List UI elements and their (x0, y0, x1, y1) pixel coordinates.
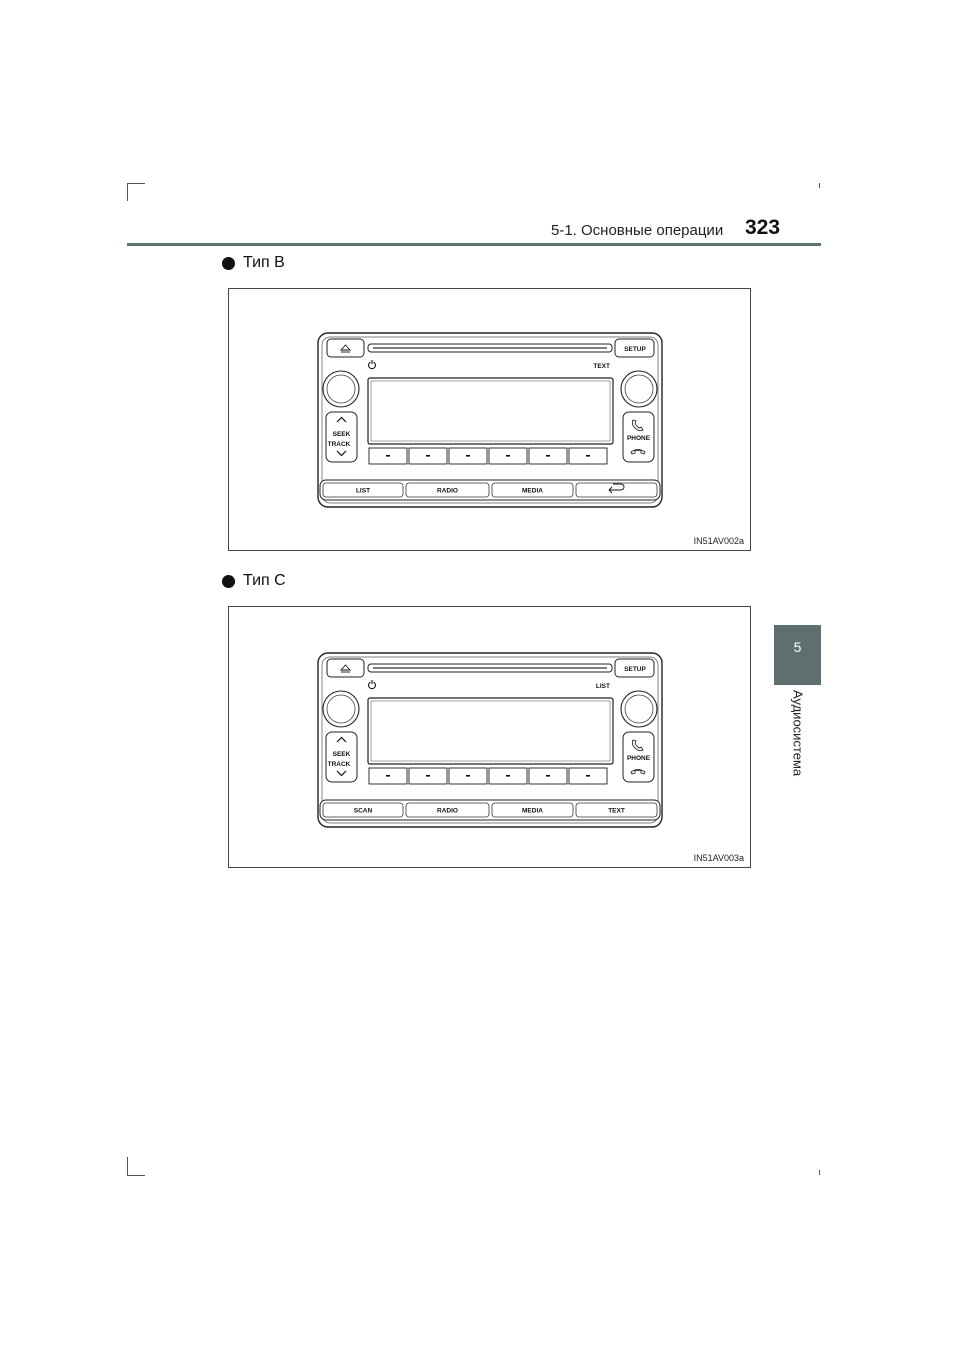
phone-label: PHONE (626, 435, 651, 442)
bottom-button-1-label: SCAN (353, 807, 373, 815)
chapter-tab[interactable] (774, 625, 821, 685)
heading-text: Тип C (243, 572, 286, 589)
crop-mark-bottom-left-v (127, 1157, 128, 1175)
tune-knob-inner (625, 375, 653, 403)
preset-indicator (466, 455, 470, 457)
tune-knob-inner (625, 695, 653, 723)
preset-indicator (466, 775, 470, 777)
volume-knob-inner (327, 695, 355, 723)
track-label: TRACK (327, 441, 351, 448)
phone-label: PHONE (626, 755, 651, 762)
preset-indicator (546, 455, 550, 457)
bottom-button-3-label: MEDIA (522, 807, 543, 815)
header-rule (127, 243, 821, 246)
seek-label: SEEK (332, 751, 351, 758)
bottom-button-3-label: MEDIA (522, 487, 543, 495)
eject-button[interactable] (327, 339, 364, 357)
chapter-title: Аудиосистема (790, 690, 806, 777)
display-screen (368, 698, 613, 764)
header-section-title: 5-1. Основные операции (551, 222, 724, 239)
audio-unit-type-c (317, 652, 663, 828)
preset-indicator (586, 775, 590, 777)
figure-type-c (228, 606, 751, 868)
crop-mark-top-right (819, 183, 820, 188)
setup-label: SETUP (624, 666, 646, 673)
preset-indicator (586, 455, 590, 457)
preset-indicator (506, 775, 510, 777)
crop-mark-top-left-h (127, 183, 145, 184)
chapter-number: 5 (793, 639, 802, 655)
page-number: 323 (745, 216, 781, 239)
preset-indicator (426, 775, 430, 777)
preset-indicator (506, 455, 510, 457)
bottom-button-2-label: RADIO (437, 807, 458, 815)
eject-button[interactable] (327, 659, 364, 677)
volume-knob-inner (327, 375, 355, 403)
bottom-button-2-label: RADIO (437, 487, 458, 495)
bullet-icon (222, 257, 235, 270)
preset-indicator (546, 775, 550, 777)
audio-unit-type-b (317, 332, 663, 508)
preset-indicator (386, 775, 390, 777)
crop-mark-bottom-right (819, 1170, 820, 1175)
preset-indicator (426, 455, 430, 457)
heading-type-b (222, 254, 285, 272)
figure-code: IN51AV003a (693, 853, 744, 863)
track-label: TRACK (327, 761, 351, 768)
heading-type-c (222, 572, 286, 590)
preset-indicator (386, 455, 390, 457)
top-right-label: LIST (595, 683, 610, 690)
crop-mark-top-left-v (127, 183, 128, 201)
figure-code: IN51AV002a (693, 536, 744, 546)
heading-text: Тип B (243, 254, 285, 271)
setup-label: SETUP (624, 346, 646, 353)
bottom-button-4-label: TEXT (608, 807, 625, 815)
bullet-icon (222, 575, 235, 588)
figure-type-b (228, 288, 751, 551)
display-screen (368, 378, 613, 444)
bottom-button-1-label: LIST (355, 487, 371, 495)
top-right-label: TEXT (593, 363, 610, 370)
crop-mark-bottom-left-h (127, 1175, 145, 1176)
seek-label: SEEK (332, 431, 351, 438)
